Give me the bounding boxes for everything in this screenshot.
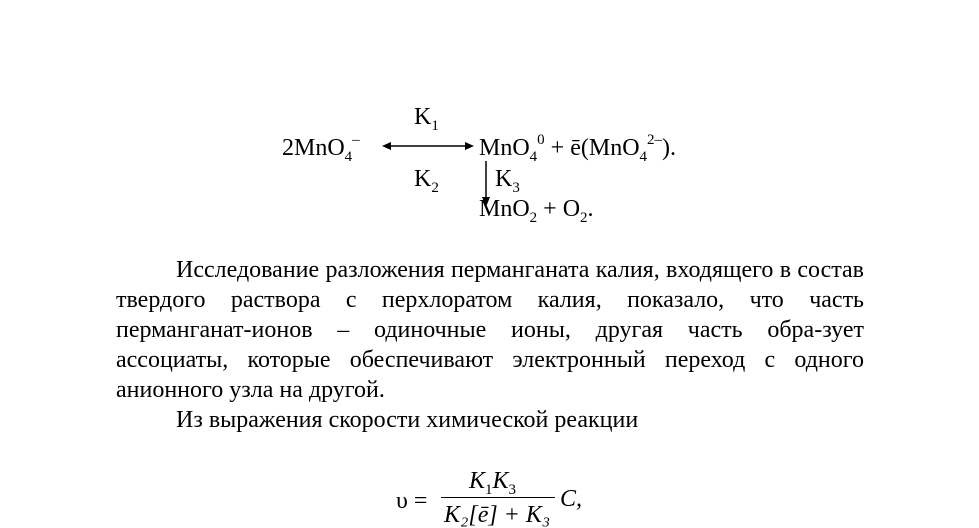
body-paragraph-1: Исследование разложения перманганата калия, входящего в состав твердого раствора с перхлоратом калия, показало, что часть перманганат-ионов – одиночные ионы, другая часть обра-зует ассоциаты, которые обеспечивают электронный переход с одного анионного узла на другой. xyxy=(116,257,864,403)
body-paragraph-2: Из выражения скорости химической реакции xyxy=(176,407,639,433)
scheme-product-ions: MnO$_4^0$ + ē(MnO$_4^{2-}$). xyxy=(479,132,677,165)
scheme-reactant: 2MnO$_4$– xyxy=(282,132,360,165)
formula-rhs: C, xyxy=(560,486,583,512)
equilibrium-arrow xyxy=(382,138,474,154)
formula-denominator: K₂[ē] + K₃ xyxy=(444,502,551,528)
scheme-k3-label: $K_3$ xyxy=(495,166,520,196)
scheme-k1-label: $K_1$ xyxy=(414,104,439,134)
fraction-bar xyxy=(441,497,555,498)
scheme-final-products: $MnO_2 + O_2$. xyxy=(479,196,594,226)
formula-numerator: $K_1K_3$ xyxy=(469,468,517,498)
formula-lhs: υ = xyxy=(396,488,428,514)
scheme-k2-label: $K_2$ xyxy=(414,166,439,196)
